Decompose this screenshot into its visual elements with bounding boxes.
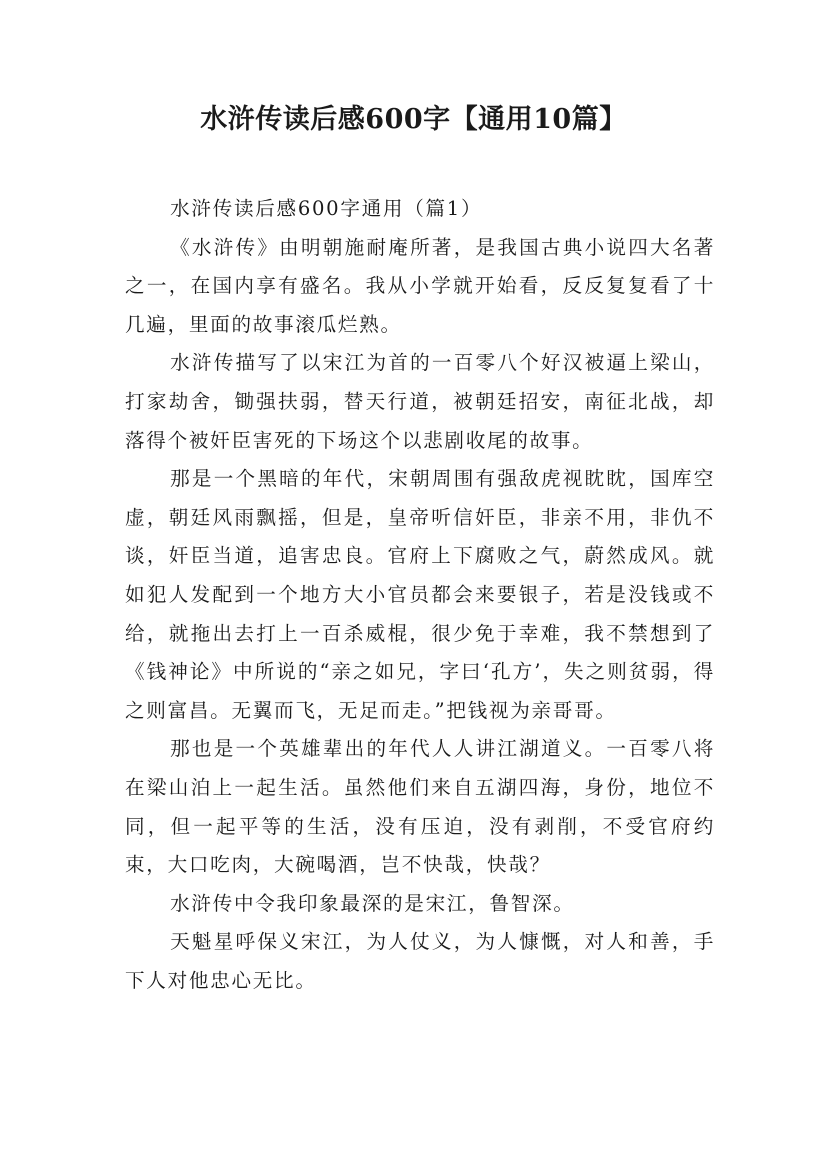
paragraph: 那也是一个英雄辈出的年代人人讲江湖道义。一百零八将在梁山泊上一起生活。虽然他们来自五湖四海，身份，地位不同，但一起平等的生活，没有压迫，没有剥削，不受官府约束，大口吃肉，大碗喝酒，岂不快哉，快哉？: [125, 737, 715, 877]
paragraph: 水浒传描写了以宋江为首的一百零八个好汉被逼上梁山，打家劫舍，锄强扶弱，替天行道，被朝廷招安，南征北战，却落得个被奸臣害死的下场这个以悲剧收尾的故事。: [125, 351, 715, 452]
paragraph: 天魁星呼保义宋江，为人仗义，为人慷慨，对人和善，手下人对他忠心无比。: [125, 930, 715, 992]
document-body: [125, 190, 715, 1000]
document-title: 水浒传读后感600字【通用10篇】: [200, 104, 627, 135]
paragraph: 那是一个黑暗的年代，宋朝周围有强敌虎视眈眈，国库空虚，朝廷风雨飘摇，但是，皇帝听信奸臣，非亲不用，非仇不谈，奸臣当道，追害忠良。官府上下腐败之气，蔚然成风。就如犯人发配到一个地方大小官员都会来要银子，若是没钱或不给，就拖出去打上一百杀威棍，很少免于幸难，我不禁想到了《钱神论》中所说的“亲之如兄，字曰‘孔方’，失之则贫弱，得之则富昌。无翼而飞，无足而走。”把钱视为亲哥哥。: [125, 467, 715, 722]
paragraph-subheading: 水浒传读后感600字通用（篇1）: [170, 197, 483, 220]
paragraph: 水浒传中令我印象最深的是宋江，鲁智深。: [170, 891, 575, 915]
paragraph: 《水浒传》由明朝施耐庵所著，是我国古典小说四大名著之一，在国内享有盛名。我从小学就开始看，反反复复看了十几遍，里面的故事滚瓜烂熟。: [125, 235, 715, 336]
